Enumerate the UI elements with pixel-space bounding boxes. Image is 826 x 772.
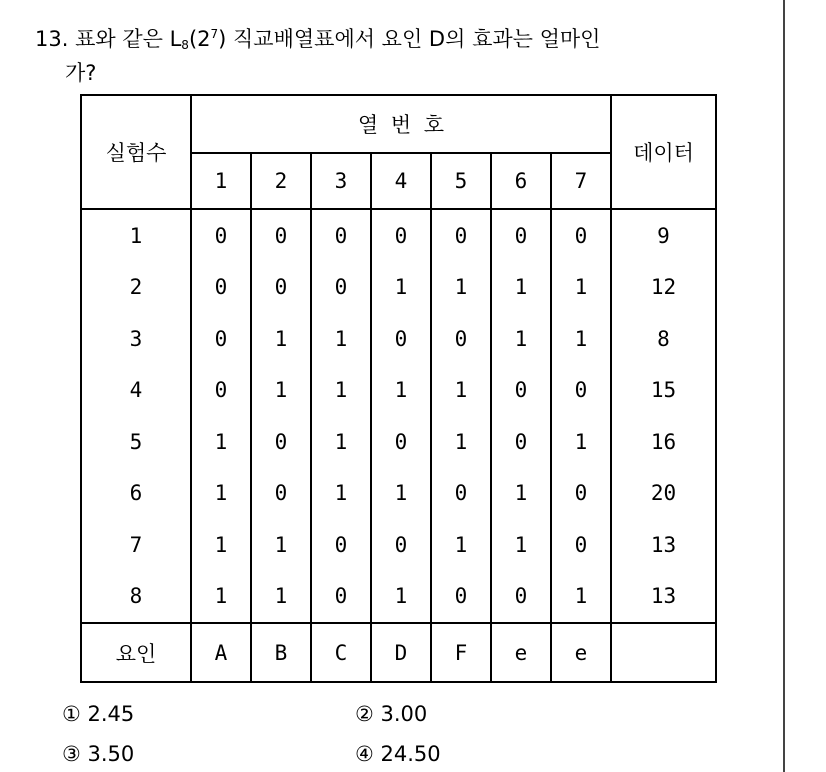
column-value: 0 [491,571,551,624]
table-row [81,571,716,624]
column-value: 0 [191,209,251,262]
column-number: 4 [371,153,431,209]
run-number: 4 [81,365,191,417]
question-text: (2 [188,27,211,51]
run-number: 8 [81,571,191,624]
column-value: 0 [371,313,431,365]
column-value: 0 [191,365,251,417]
column-value: 1 [191,416,251,468]
column-value: 0 [311,519,371,571]
column-value: 1 [551,262,611,314]
column-value: 0 [551,209,611,262]
table-row [81,519,716,571]
column-value: 0 [491,365,551,417]
superscript: 7 [210,27,219,41]
data-value: 20 [611,468,716,520]
data-value: 13 [611,571,716,624]
header-columns: 열 번 호 [191,95,611,153]
factor: F [431,623,491,682]
factor: A [191,623,251,682]
data-value: 16 [611,416,716,468]
column-value: 0 [551,468,611,520]
column-value: 1 [251,365,311,417]
data-value: 12 [611,262,716,314]
column-value: 1 [431,416,491,468]
column-value: 1 [311,313,371,365]
column-value: 0 [431,468,491,520]
column-value: 0 [251,416,311,468]
table-row [81,365,716,417]
subscript: 8 [181,38,189,52]
column-value: 1 [251,519,311,571]
question-number: 13. [35,27,69,51]
table-row [81,313,716,365]
run-number: 5 [81,416,191,468]
column-value: 1 [311,468,371,520]
column-value: 0 [311,571,371,624]
column-value: 1 [371,262,431,314]
table-row [81,262,716,314]
choice-2[interactable]: ② 3.00 [355,702,428,726]
data-value: 15 [611,365,716,417]
page-divider [783,0,785,772]
table-row [81,468,716,520]
choice-3[interactable]: ③ 3.50 [62,742,135,766]
header-data: 데이터 [611,95,716,209]
column-value: 0 [431,313,491,365]
factor: B [251,623,311,682]
column-value: 1 [191,468,251,520]
column-number: 5 [431,153,491,209]
run-number: 6 [81,468,191,520]
empty-cell [611,623,716,682]
run-number: 2 [81,262,191,314]
data-value: 8 [611,313,716,365]
column-value: 1 [491,468,551,520]
column-value: 1 [311,365,371,417]
column-value: 1 [431,365,491,417]
question-text-line2: 가? [65,61,97,85]
column-value: 0 [491,209,551,262]
column-value: 0 [251,209,311,262]
column-value: 1 [491,519,551,571]
factor: e [551,623,611,682]
data-value: 13 [611,519,716,571]
data-value: 9 [611,209,716,262]
column-value: 0 [371,519,431,571]
column-value: 1 [551,571,611,624]
column-value: 1 [191,519,251,571]
column-number: 7 [551,153,611,209]
column-value: 1 [371,468,431,520]
choice-4[interactable]: ④ 24.50 [355,742,441,766]
run-number: 7 [81,519,191,571]
column-value: 0 [551,365,611,417]
column-value: 0 [371,209,431,262]
column-value: 0 [251,262,311,314]
column-value: 1 [431,519,491,571]
column-value: 0 [251,468,311,520]
column-value: 1 [251,571,311,624]
factor: C [311,623,371,682]
table-row [81,416,716,468]
column-value: 1 [551,313,611,365]
column-value: 1 [491,313,551,365]
factor: D [371,623,431,682]
question-text: 표와 같은 L [75,27,182,51]
column-value: 0 [431,571,491,624]
column-value: 0 [551,519,611,571]
column-value: 0 [491,416,551,468]
column-value: 1 [371,571,431,624]
column-value: 1 [491,262,551,314]
choice-1[interactable]: ① 2.45 [62,702,135,726]
column-value: 0 [431,209,491,262]
column-number: 3 [311,153,371,209]
column-value: 1 [431,262,491,314]
orthogonal-array-table [80,94,717,683]
question-text: ) 직교배열표에서 요인 D의 효과는 얼마인 [218,27,601,51]
header-run: 실험수 [81,95,191,209]
column-value: 0 [191,262,251,314]
column-value: 0 [371,416,431,468]
column-value: 0 [311,262,371,314]
question [35,20,755,87]
run-number: 1 [81,209,191,262]
column-number: 6 [491,153,551,209]
column-value: 1 [551,416,611,468]
column-value: 1 [251,313,311,365]
column-value: 1 [191,571,251,624]
column-value: 1 [311,416,371,468]
table-row [81,209,716,262]
factor: e [491,623,551,682]
column-value: 0 [311,209,371,262]
column-number: 1 [191,153,251,209]
column-value: 0 [191,313,251,365]
column-number: 2 [251,153,311,209]
factor-label: 요인 [81,623,191,682]
run-number: 3 [81,313,191,365]
column-value: 1 [371,365,431,417]
